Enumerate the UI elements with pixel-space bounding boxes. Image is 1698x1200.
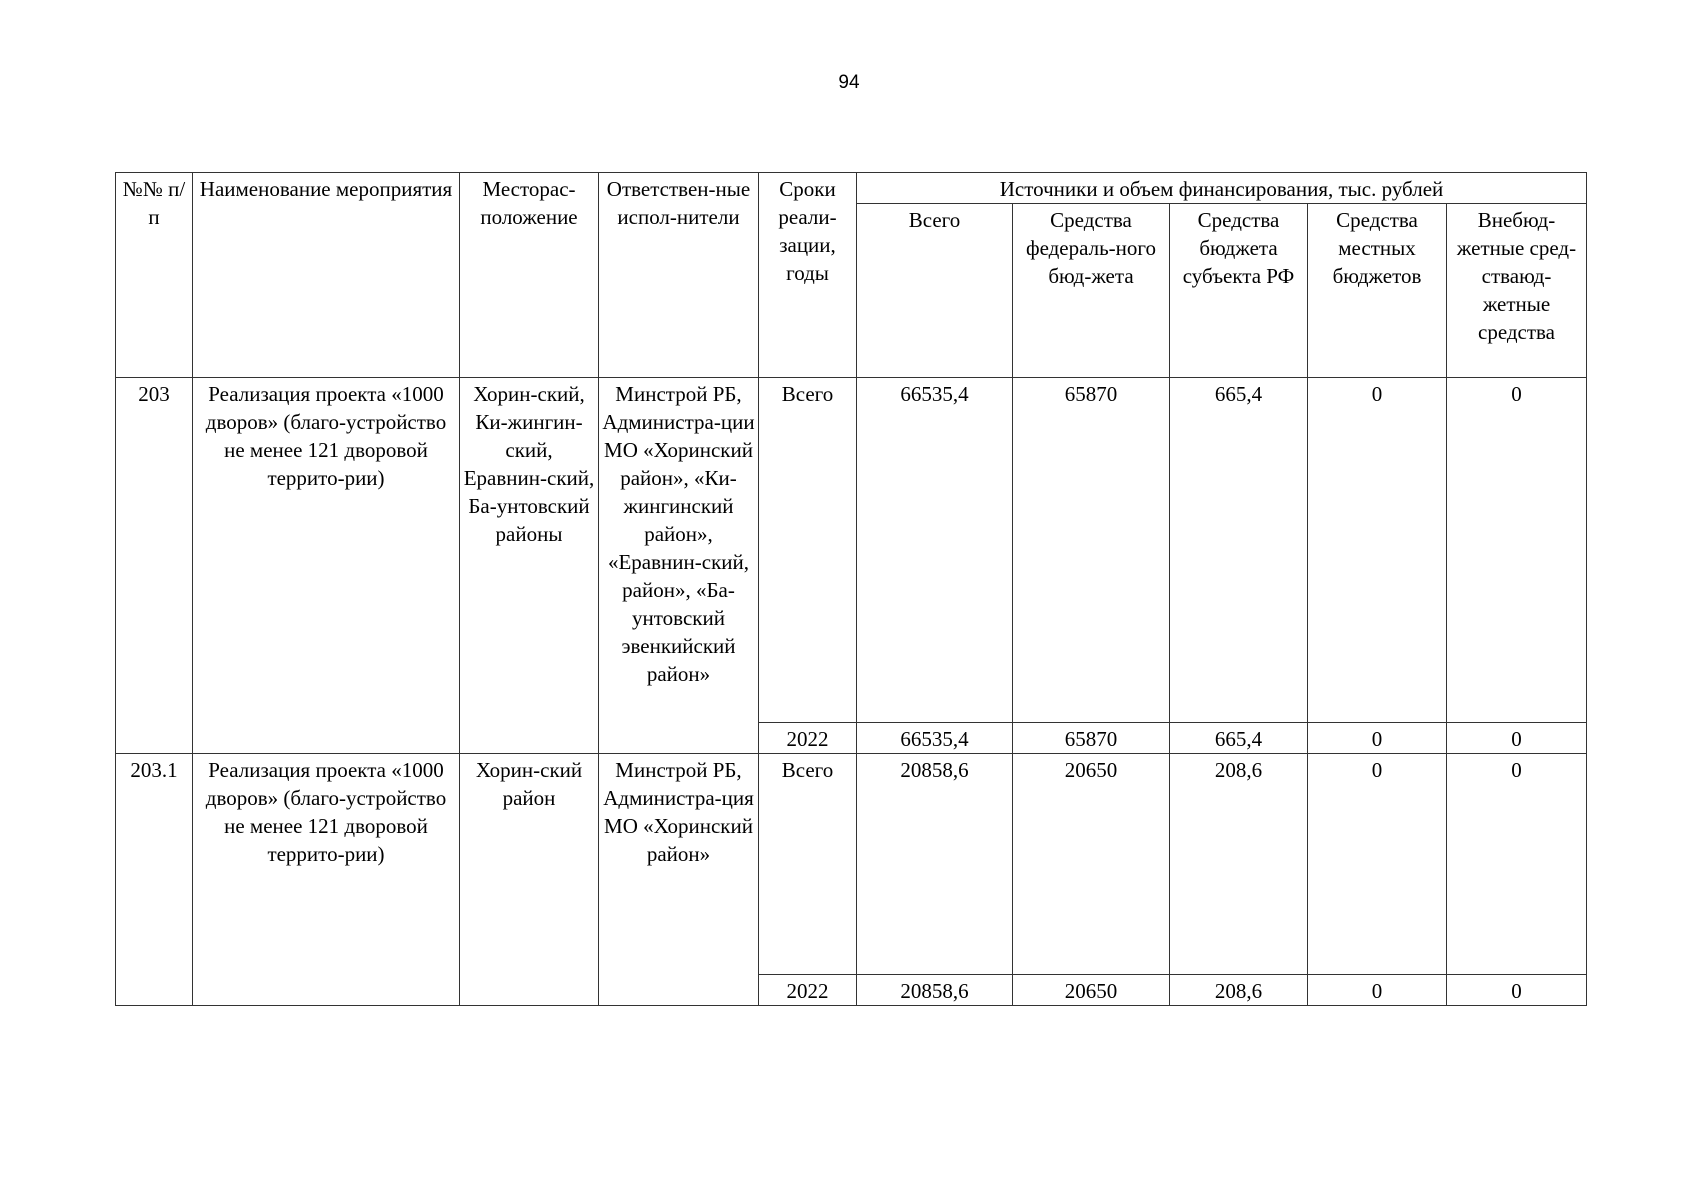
row-executors: Минстрой РБ, Администра-ции МО «Хоринский район», «Ки-жингинский район», «Еравнин-ский, район», «Ба-унтовский эвенкийский район»: [599, 378, 759, 754]
row-regional: 208,6: [1170, 754, 1308, 975]
row-period: 2022: [759, 975, 857, 1006]
row-extra: 0: [1447, 975, 1587, 1006]
table-row: [116, 378, 1587, 723]
row-total: 20858,6: [857, 754, 1013, 975]
header-total: Всего: [857, 204, 1013, 378]
row-local: 0: [1308, 378, 1447, 723]
header-executors: Ответствен-ные испол-нители: [599, 173, 759, 378]
row-location: Хорин-ский, Ки-жингин-ский, Еравнин-ский, Ба-унтовский районы: [460, 378, 599, 754]
row-period: 2022: [759, 723, 857, 754]
row-regional: 665,4: [1170, 723, 1308, 754]
row-extra: 0: [1447, 378, 1587, 723]
row-extra: 0: [1447, 754, 1587, 975]
header-extra: Внебюд-жетные сред-стваюд-жетные средства: [1447, 204, 1587, 378]
row-federal: 65870: [1013, 723, 1170, 754]
header-row-1: [116, 173, 1587, 204]
row-num: 203: [116, 378, 193, 754]
row-federal: 20650: [1013, 754, 1170, 975]
header-funding-group: Источники и объем финансирования, тыс. рублей: [857, 173, 1587, 204]
row-federal: 65870: [1013, 378, 1170, 723]
row-regional: 665,4: [1170, 378, 1308, 723]
row-num: 203.1: [116, 754, 193, 1006]
row-extra: 0: [1447, 723, 1587, 754]
header-local: Средства местных бюджетов: [1308, 204, 1447, 378]
header-location: Месторас-положение: [460, 173, 599, 378]
header-federal: Средства федераль-ного бюд-жета: [1013, 204, 1170, 378]
header-regional: Средства бюджета субъекта РФ: [1170, 204, 1308, 378]
row-name: Реализация проекта «1000 дворов» (благо-устройство не менее 121 дворовой террито-рии): [193, 754, 460, 1006]
row-local: 0: [1308, 975, 1447, 1006]
table-row: [116, 754, 1587, 975]
row-total: 66535,4: [857, 378, 1013, 723]
header-period: Сроки реали-зации, годы: [759, 173, 857, 378]
row-total: 66535,4: [857, 723, 1013, 754]
financing-table: [115, 172, 1587, 1006]
row-total: 20858,6: [857, 975, 1013, 1006]
row-federal: 20650: [1013, 975, 1170, 1006]
row-regional: 208,6: [1170, 975, 1308, 1006]
row-local: 0: [1308, 723, 1447, 754]
header-name: Наименование мероприятия: [193, 173, 460, 378]
row-period: Всего: [759, 378, 857, 723]
header-num: №№ п/п: [116, 173, 193, 378]
row-location: Хорин-ский район: [460, 754, 599, 1006]
row-executors: Минстрой РБ, Администра-ция МО «Хоринский район»: [599, 754, 759, 1006]
row-name: Реализация проекта «1000 дворов» (благо-устройство не менее 121 дворовой террито-рии): [193, 378, 460, 754]
page-number: 94: [838, 72, 860, 93]
row-local: 0: [1308, 754, 1447, 975]
row-period: Всего: [759, 754, 857, 975]
